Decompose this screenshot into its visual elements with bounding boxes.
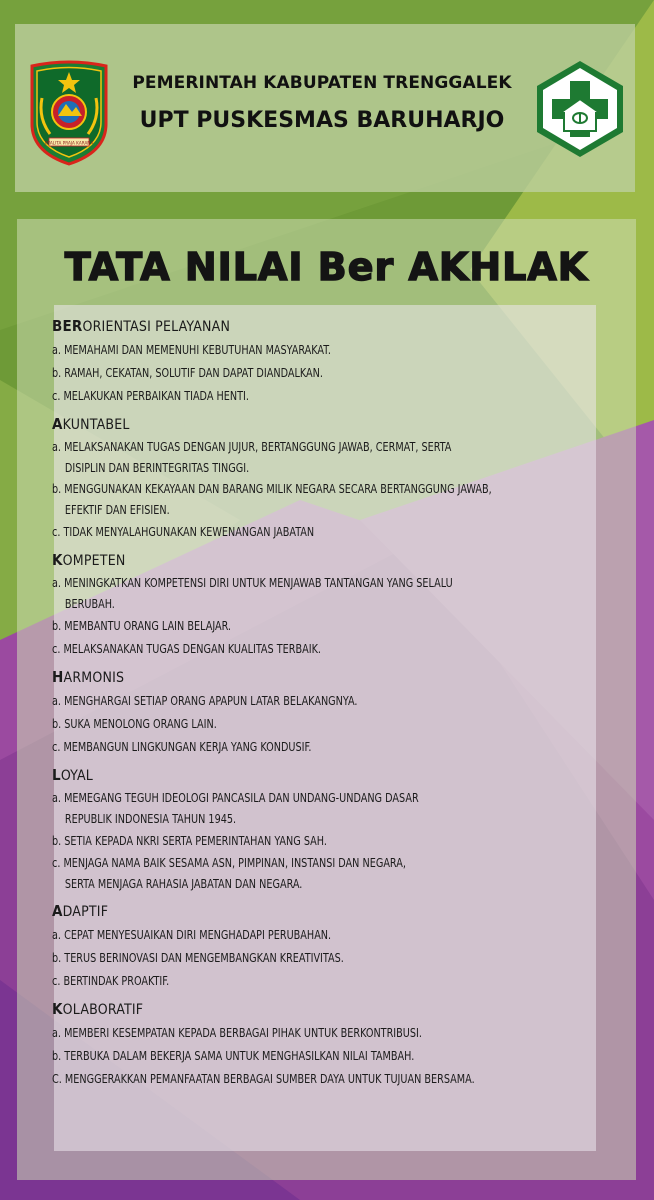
value-point-text: c. TIDAK MENYALAHGUNAKAN KEWENANGAN JABATAN (52, 524, 315, 539)
value-point-text: c. MEMBANGUN LINGKUNGAN KERJA YANG KONDUSIF. (52, 739, 312, 754)
value-point (52, 1067, 534, 1090)
value-point (52, 384, 534, 407)
value-point-text: a. MEMAHAMI DAN MEMENUHI KEBUTUHAN MASYARAKAT. (52, 342, 331, 357)
value-section (52, 413, 612, 543)
svg-text:JWALITA PRAJA KARANA: JWALITA PRAJA KARANA (44, 140, 94, 146)
value-section (52, 549, 612, 660)
value-point (52, 1021, 534, 1044)
value-point-text: c. MELAKSANAKAN TUGAS DENGAN KUALITAS TERBAIK. (52, 641, 322, 656)
value-point (52, 520, 534, 543)
value-point-text: a. MEMEGANG TEGUH IDEOLOGI PANCASILA DAN UNDANG-UNDANG DASAR (52, 790, 419, 805)
value-point (52, 735, 534, 758)
value-section (52, 764, 612, 894)
value-point (52, 361, 534, 384)
value-section-title (52, 315, 612, 338)
value-name-rest: OYAL (60, 768, 93, 784)
value-point-continuation: SERTA MENJAGA RAHASIA JABATAN DAN NEGARA. (64, 876, 303, 891)
value-section (52, 666, 612, 758)
value-initial: L (52, 766, 61, 784)
value-initial: BER (52, 317, 83, 335)
value-section (52, 315, 612, 407)
value-point-text: b. RAMAH, CEKATAN, SOLUTIF DAN DAPAT DIANDALKAN. (52, 365, 323, 380)
value-point (52, 1044, 534, 1067)
value-point-text: a. MENINGKATKAN KOMPETENSI DIRI UNTUK MENJAWAB TANTANGAN YANG SELALU (52, 575, 453, 590)
value-section-title (52, 666, 612, 689)
value-point-text: C. MENGGERAKKAN PEMANFAATAN BERBAGAI SUMBER DAYA UNTUK TUJUAN BERSAMA. (52, 1071, 475, 1086)
value-point-text: c. MENJAGA NAMA BAIK SESAMA ASN, PIMPINAN, INSTANSI DAN NEGARA, (52, 855, 406, 870)
value-point-text: b. MEMBANTU ORANG LAIN BELAJAR. (52, 618, 232, 633)
value-point (52, 852, 534, 894)
value-section (52, 998, 612, 1090)
value-point-text: b. SUKA MENOLONG ORANG LAIN. (52, 716, 217, 731)
value-name-rest: DAPTIF (62, 904, 109, 920)
page-title: TATA NILAI Ber AKHLAK (64, 245, 589, 289)
value-point-text: b. SETIA KEPADA NKRI SERTA PEMERINTAHAN YANG SAH. (52, 833, 327, 848)
value-name-rest: OLABORATIF (62, 1002, 144, 1018)
header-line-government: PEMERINTAH KABUPATEN TRENGGALEK (132, 73, 512, 93)
value-point-text: b. MENGGUNAKAN KEKAYAAN DAN BARANG MILIK NEGARA SECARA BERTANGGUNG JAWAB, (52, 481, 492, 496)
value-point-continuation: EFEKTIF DAN EFISIEN. (64, 502, 170, 517)
value-section-title (52, 998, 612, 1021)
value-name-rest: KUNTABEL (62, 417, 130, 433)
value-name-rest: ORIENTASI PELAYANAN (82, 319, 231, 335)
value-point (52, 614, 534, 637)
value-point (52, 478, 534, 520)
value-initial: A (52, 415, 63, 433)
value-point-text: a. MELAKSANAKAN TUGAS DENGAN JUJUR, BERTANGGUNG JAWAB, CERMAT, SERTA (52, 439, 452, 454)
value-point-text: b. TERUS BERINOVASI DAN MENGEMBANGKAN KREATIVITAS. (52, 950, 344, 965)
value-name-rest: ARMONIS (63, 670, 125, 686)
value-initial: A (52, 902, 63, 920)
trenggalek-regency-shield-icon (28, 58, 110, 166)
value-section-title (52, 549, 612, 572)
value-point-continuation: REPUBLIK INDONESIA TAHUN 1945. (64, 811, 237, 826)
value-name-rest: OMPETEN (62, 553, 126, 569)
value-point (52, 712, 534, 735)
value-point-text: c. BERTINDAK PROAKTIF. (52, 973, 170, 988)
core-values-list (52, 315, 612, 1096)
value-initial: K (52, 551, 63, 569)
value-point-text: a. MENGHARGAI SETIAP ORANG APAPUN LATAR BELAKANGNYA. (52, 693, 358, 708)
header-line-puskesmas: UPT PUSKESMAS BARUHARJO (139, 108, 505, 133)
value-point (52, 689, 534, 712)
value-initial: H (52, 668, 64, 686)
value-point-text: a. MEMBERI KESEMPATAN KEPADA BERBAGAI PIHAK UNTUK BERKONTRIBUSI. (52, 1025, 422, 1040)
value-section-title (52, 900, 612, 923)
value-point (52, 923, 534, 946)
value-point (52, 946, 534, 969)
value-point-text: c. MELAKUKAN PERBAIKAN TIADA HENTI. (52, 388, 249, 403)
value-point (52, 787, 534, 829)
value-initial: K (52, 1000, 63, 1018)
value-point-continuation: DISIPLIN DAN BERINTEGRITAS TINGGI. (64, 460, 250, 475)
value-section-title (52, 764, 612, 787)
value-section-title (52, 413, 612, 436)
value-point (52, 436, 534, 478)
value-point-continuation: BERUBAH. (64, 596, 115, 611)
value-point (52, 829, 534, 852)
value-point-text: b. TERBUKA DALAM BEKERJA SAMA UNTUK MENGHASILKAN NILAI TAMBAH. (52, 1048, 415, 1063)
value-point-text: a. CEPAT MENYESUAIKAN DIRI MENGHADAPI PERUBAHAN. (52, 927, 332, 942)
value-point (52, 572, 534, 614)
value-point (52, 969, 534, 992)
header-panel (15, 24, 635, 192)
value-point (52, 637, 534, 660)
puskesmas-cross-house-icon (534, 59, 626, 159)
value-section (52, 900, 612, 992)
value-point (52, 338, 534, 361)
